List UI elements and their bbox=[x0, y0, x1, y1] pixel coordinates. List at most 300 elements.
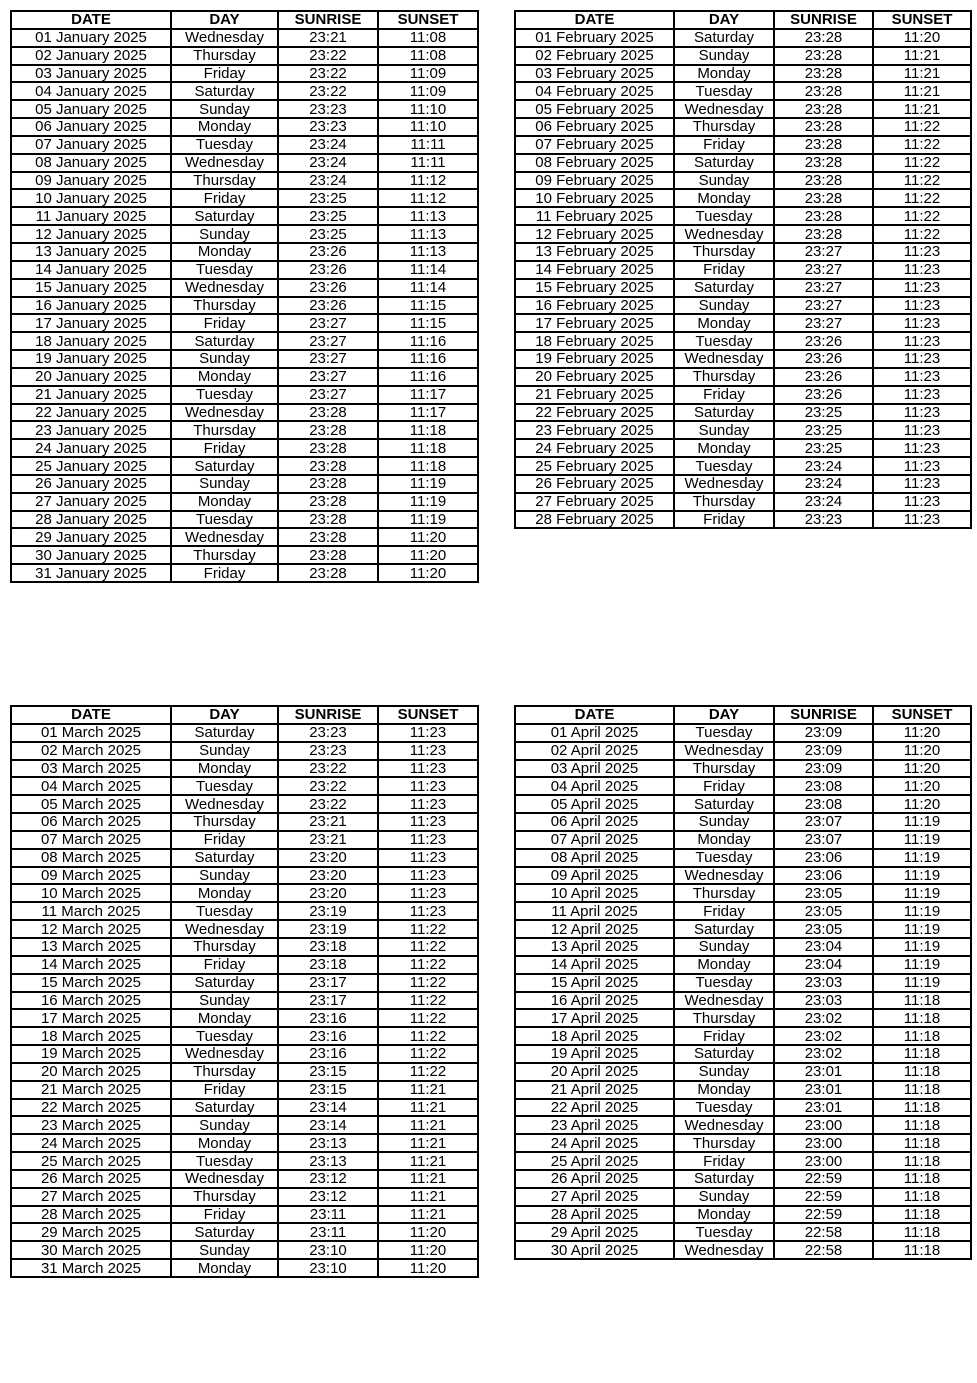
day-cell: Tuesday bbox=[674, 849, 774, 867]
table-row bbox=[515, 1188, 971, 1206]
sunrise-cell: 23:28 bbox=[278, 404, 378, 422]
day-cell: Sunday bbox=[674, 813, 774, 831]
day-cell: Saturday bbox=[674, 1170, 774, 1188]
sunrise-cell: 23:19 bbox=[278, 902, 378, 920]
sunset-cell: 11:23 bbox=[378, 884, 478, 902]
sunset-cell: 11:16 bbox=[378, 350, 478, 368]
table-row bbox=[11, 528, 478, 546]
sunset-cell: 11:21 bbox=[873, 47, 971, 65]
day-cell: Tuesday bbox=[674, 457, 774, 475]
day-cell: Wednesday bbox=[674, 867, 774, 885]
header-day: DAY bbox=[674, 706, 774, 724]
date-cell: 10 January 2025 bbox=[11, 189, 171, 207]
day-cell: Wednesday bbox=[171, 29, 278, 47]
sunset-cell: 11:18 bbox=[873, 1045, 971, 1063]
sunset-cell: 11:19 bbox=[873, 956, 971, 974]
header-sunrise: SUNRISE bbox=[774, 11, 873, 29]
sunset-cell: 11:11 bbox=[378, 154, 478, 172]
day-cell: Friday bbox=[171, 956, 278, 974]
sunrise-cell: 23:25 bbox=[278, 207, 378, 225]
day-cell: Monday bbox=[171, 1009, 278, 1027]
table-row bbox=[11, 297, 478, 315]
day-cell: Thursday bbox=[674, 884, 774, 902]
sunrise-cell: 23:04 bbox=[774, 938, 873, 956]
sunrise-cell: 23:16 bbox=[278, 1045, 378, 1063]
table-row bbox=[515, 831, 971, 849]
day-cell: Sunday bbox=[171, 100, 278, 118]
date-cell: 11 April 2025 bbox=[515, 902, 674, 920]
sunrise-cell: 23:24 bbox=[278, 136, 378, 154]
day-cell: Sunday bbox=[171, 1116, 278, 1134]
sunrise-cell: 23:28 bbox=[278, 528, 378, 546]
day-cell: Tuesday bbox=[674, 724, 774, 742]
sunset-cell: 11:22 bbox=[378, 938, 478, 956]
sunset-cell: 11:22 bbox=[378, 974, 478, 992]
date-cell: 27 January 2025 bbox=[11, 493, 171, 511]
sunset-cell: 11:18 bbox=[873, 1099, 971, 1117]
day-cell: Friday bbox=[674, 261, 774, 279]
table-row bbox=[515, 172, 971, 190]
date-cell: 29 March 2025 bbox=[11, 1223, 171, 1241]
sunrise-cell: 23:28 bbox=[774, 118, 873, 136]
table-row bbox=[11, 777, 478, 795]
sunrise-cell: 23:09 bbox=[774, 760, 873, 778]
sunrise-cell: 23:23 bbox=[278, 724, 378, 742]
sunset-cell: 11:23 bbox=[873, 404, 971, 422]
date-cell: 06 February 2025 bbox=[515, 118, 674, 136]
day-cell: Thursday bbox=[171, 938, 278, 956]
day-cell: Thursday bbox=[674, 493, 774, 511]
date-cell: 02 April 2025 bbox=[515, 742, 674, 760]
table-row bbox=[11, 1206, 478, 1224]
table-row bbox=[11, 1081, 478, 1099]
sunset-cell: 11:22 bbox=[378, 1027, 478, 1045]
table-row bbox=[515, 493, 971, 511]
date-cell: 16 March 2025 bbox=[11, 992, 171, 1010]
date-cell: 30 March 2025 bbox=[11, 1241, 171, 1259]
sunset-cell: 11:22 bbox=[378, 920, 478, 938]
header-sunrise: SUNRISE bbox=[278, 11, 378, 29]
day-cell: Monday bbox=[674, 1206, 774, 1224]
table-row bbox=[515, 65, 971, 83]
table-row bbox=[11, 332, 478, 350]
table-row bbox=[11, 207, 478, 225]
sunrise-cell: 22:59 bbox=[774, 1188, 873, 1206]
table-row bbox=[515, 884, 971, 902]
day-cell: Sunday bbox=[171, 1241, 278, 1259]
date-cell: 18 February 2025 bbox=[515, 332, 674, 350]
day-cell: Wednesday bbox=[674, 100, 774, 118]
date-cell: 01 February 2025 bbox=[515, 29, 674, 47]
day-cell: Saturday bbox=[674, 795, 774, 813]
table-row bbox=[515, 1241, 971, 1259]
table-row bbox=[515, 261, 971, 279]
date-cell: 01 March 2025 bbox=[11, 724, 171, 742]
table-row bbox=[11, 1152, 478, 1170]
sunrise-cell: 23:26 bbox=[278, 279, 378, 297]
date-cell: 21 January 2025 bbox=[11, 386, 171, 404]
sunrise-cell: 23:28 bbox=[278, 546, 378, 564]
table-row bbox=[11, 1027, 478, 1045]
day-cell: Wednesday bbox=[171, 404, 278, 422]
day-cell: Monday bbox=[171, 884, 278, 902]
header-sunrise: SUNRISE bbox=[774, 706, 873, 724]
day-cell: Tuesday bbox=[674, 332, 774, 350]
sunset-cell: 11:18 bbox=[873, 1188, 971, 1206]
sunrise-cell: 23:02 bbox=[774, 1045, 873, 1063]
date-cell: 16 April 2025 bbox=[515, 992, 674, 1010]
date-cell: 17 January 2025 bbox=[11, 314, 171, 332]
sunset-cell: 11:23 bbox=[378, 902, 478, 920]
table-row bbox=[11, 350, 478, 368]
sunset-cell: 11:23 bbox=[873, 297, 971, 315]
table-row bbox=[515, 956, 971, 974]
day-cell: Friday bbox=[171, 1081, 278, 1099]
date-cell: 17 April 2025 bbox=[515, 1009, 674, 1027]
date-cell: 10 March 2025 bbox=[11, 884, 171, 902]
sunset-cell: 11:22 bbox=[378, 1063, 478, 1081]
sunrise-cell: 23:22 bbox=[278, 82, 378, 100]
date-cell: 24 March 2025 bbox=[11, 1134, 171, 1152]
day-cell: Saturday bbox=[171, 849, 278, 867]
sunrise-cell: 23:26 bbox=[774, 368, 873, 386]
sunset-cell: 11:19 bbox=[873, 902, 971, 920]
sunset-cell: 11:23 bbox=[873, 314, 971, 332]
table-row bbox=[11, 760, 478, 778]
day-cell: Monday bbox=[674, 956, 774, 974]
sunrise-cell: 23:28 bbox=[278, 457, 378, 475]
sunset-cell: 11:16 bbox=[378, 332, 478, 350]
sunset-cell: 11:09 bbox=[378, 82, 478, 100]
sunset-cell: 11:22 bbox=[873, 154, 971, 172]
day-cell: Sunday bbox=[171, 475, 278, 493]
sunset-cell: 11:20 bbox=[378, 1223, 478, 1241]
day-cell: Friday bbox=[171, 189, 278, 207]
sunset-cell: 11:19 bbox=[378, 493, 478, 511]
sunrise-cell: 23:15 bbox=[278, 1063, 378, 1081]
day-cell: Wednesday bbox=[674, 225, 774, 243]
day-cell: Thursday bbox=[674, 368, 774, 386]
date-cell: 23 January 2025 bbox=[11, 421, 171, 439]
sunset-cell: 11:18 bbox=[873, 1027, 971, 1045]
date-cell: 13 March 2025 bbox=[11, 938, 171, 956]
table-row bbox=[11, 956, 478, 974]
date-cell: 07 April 2025 bbox=[515, 831, 674, 849]
sunset-cell: 11:23 bbox=[873, 350, 971, 368]
sunrise-cell: 23:25 bbox=[774, 439, 873, 457]
table-row bbox=[11, 261, 478, 279]
date-cell: 22 February 2025 bbox=[515, 404, 674, 422]
table-row bbox=[515, 457, 971, 475]
table-row bbox=[11, 493, 478, 511]
sunset-cell: 11:23 bbox=[873, 243, 971, 261]
day-cell: Tuesday bbox=[171, 511, 278, 529]
date-cell: 21 March 2025 bbox=[11, 1081, 171, 1099]
date-cell: 21 April 2025 bbox=[515, 1081, 674, 1099]
table-row bbox=[515, 511, 971, 529]
day-cell: Tuesday bbox=[171, 1152, 278, 1170]
date-cell: 03 March 2025 bbox=[11, 760, 171, 778]
table-row bbox=[515, 867, 971, 885]
day-cell: Tuesday bbox=[171, 136, 278, 154]
sunrise-cell: 23:23 bbox=[774, 511, 873, 529]
table-row bbox=[515, 1045, 971, 1063]
sunrise-cell: 23:13 bbox=[278, 1134, 378, 1152]
sunrise-cell: 23:17 bbox=[278, 974, 378, 992]
sunrise-cell: 23:04 bbox=[774, 956, 873, 974]
date-cell: 07 January 2025 bbox=[11, 136, 171, 154]
day-cell: Wednesday bbox=[171, 528, 278, 546]
sunrise-cell: 23:25 bbox=[774, 404, 873, 422]
date-cell: 12 January 2025 bbox=[11, 225, 171, 243]
header-sunrise: SUNRISE bbox=[278, 706, 378, 724]
table-body bbox=[515, 724, 971, 1259]
header-day: DAY bbox=[171, 11, 278, 29]
sunset-cell: 11:23 bbox=[378, 831, 478, 849]
sunrise-cell: 23:03 bbox=[774, 974, 873, 992]
sunrise-cell: 23:15 bbox=[278, 1081, 378, 1099]
sunset-cell: 11:21 bbox=[378, 1081, 478, 1099]
date-cell: 25 February 2025 bbox=[515, 457, 674, 475]
sunrise-cell: 23:22 bbox=[278, 760, 378, 778]
sunrise-cell: 23:05 bbox=[774, 884, 873, 902]
table-row bbox=[515, 1223, 971, 1241]
date-cell: 23 April 2025 bbox=[515, 1116, 674, 1134]
sunset-cell: 11:18 bbox=[873, 1116, 971, 1134]
day-cell: Friday bbox=[171, 65, 278, 83]
sunset-cell: 11:20 bbox=[873, 795, 971, 813]
table-header bbox=[515, 11, 971, 29]
sunrise-cell: 23:06 bbox=[774, 849, 873, 867]
table-row bbox=[11, 884, 478, 902]
day-cell: Saturday bbox=[674, 279, 774, 297]
sunrise-cell: 22:58 bbox=[774, 1223, 873, 1241]
sunrise-cell: 23:21 bbox=[278, 29, 378, 47]
day-cell: Tuesday bbox=[171, 902, 278, 920]
table-row bbox=[11, 511, 478, 529]
sunset-cell: 11:16 bbox=[378, 368, 478, 386]
sunrise-cell: 23:24 bbox=[278, 154, 378, 172]
table-row bbox=[11, 154, 478, 172]
day-cell: Monday bbox=[674, 1081, 774, 1099]
day-cell: Friday bbox=[674, 136, 774, 154]
sunset-cell: 11:23 bbox=[873, 493, 971, 511]
sunrise-cell: 23:05 bbox=[774, 920, 873, 938]
table-row bbox=[515, 243, 971, 261]
sunrise-cell: 23:28 bbox=[774, 65, 873, 83]
sunrise-cell: 23:27 bbox=[278, 386, 378, 404]
table-row bbox=[11, 189, 478, 207]
day-cell: Thursday bbox=[171, 1063, 278, 1081]
sunrise-cell: 23:10 bbox=[278, 1259, 378, 1277]
date-cell: 17 February 2025 bbox=[515, 314, 674, 332]
sunrise-cell: 23:28 bbox=[278, 511, 378, 529]
date-cell: 15 January 2025 bbox=[11, 279, 171, 297]
sunrise-cell: 23:11 bbox=[278, 1223, 378, 1241]
sunrise-cell: 23:19 bbox=[278, 920, 378, 938]
day-cell: Wednesday bbox=[171, 1045, 278, 1063]
date-cell: 27 February 2025 bbox=[515, 493, 674, 511]
table-row bbox=[515, 938, 971, 956]
table-row bbox=[11, 724, 478, 742]
date-cell: 08 February 2025 bbox=[515, 154, 674, 172]
date-cell: 20 February 2025 bbox=[515, 368, 674, 386]
sunset-cell: 11:13 bbox=[378, 207, 478, 225]
sunset-cell: 11:20 bbox=[378, 1259, 478, 1277]
sunrise-cell: 23:28 bbox=[278, 475, 378, 493]
table-row bbox=[515, 332, 971, 350]
date-cell: 27 April 2025 bbox=[515, 1188, 674, 1206]
date-cell: 20 March 2025 bbox=[11, 1063, 171, 1081]
sunrise-cell: 23:27 bbox=[774, 297, 873, 315]
date-cell: 04 February 2025 bbox=[515, 82, 674, 100]
day-cell: Friday bbox=[171, 1206, 278, 1224]
sunrise-cell: 23:00 bbox=[774, 1134, 873, 1152]
sunrise-cell: 23:05 bbox=[774, 902, 873, 920]
date-cell: 15 March 2025 bbox=[11, 974, 171, 992]
sunset-cell: 11:22 bbox=[873, 136, 971, 154]
table-row bbox=[11, 564, 478, 582]
day-cell: Sunday bbox=[674, 47, 774, 65]
day-cell: Monday bbox=[674, 439, 774, 457]
sunrise-cell: 23:21 bbox=[278, 831, 378, 849]
table-row bbox=[11, 1241, 478, 1259]
sunrise-cell: 22:59 bbox=[774, 1170, 873, 1188]
table-row bbox=[11, 902, 478, 920]
table-header bbox=[11, 11, 478, 29]
sunset-cell: 11:22 bbox=[873, 225, 971, 243]
day-cell: Monday bbox=[171, 1259, 278, 1277]
header-date: DATE bbox=[11, 11, 171, 29]
day-cell: Sunday bbox=[674, 297, 774, 315]
sunset-cell: 11:18 bbox=[873, 1241, 971, 1259]
sunrise-cell: 23:25 bbox=[774, 421, 873, 439]
day-cell: Friday bbox=[171, 439, 278, 457]
table-row bbox=[515, 902, 971, 920]
date-cell: 04 January 2025 bbox=[11, 82, 171, 100]
date-cell: 26 April 2025 bbox=[515, 1170, 674, 1188]
date-cell: 03 April 2025 bbox=[515, 760, 674, 778]
day-cell: Thursday bbox=[171, 421, 278, 439]
date-cell: 15 February 2025 bbox=[515, 279, 674, 297]
sunrise-cell: 23:06 bbox=[774, 867, 873, 885]
sunrise-cell: 23:11 bbox=[278, 1206, 378, 1224]
sunrise-cell: 23:26 bbox=[774, 332, 873, 350]
header-sunset: SUNSET bbox=[873, 11, 971, 29]
date-cell: 08 January 2025 bbox=[11, 154, 171, 172]
date-cell: 03 February 2025 bbox=[515, 65, 674, 83]
date-cell: 14 February 2025 bbox=[515, 261, 674, 279]
day-cell: Sunday bbox=[171, 992, 278, 1010]
table-row bbox=[11, 742, 478, 760]
date-cell: 08 March 2025 bbox=[11, 849, 171, 867]
sunset-cell: 11:23 bbox=[873, 261, 971, 279]
sunset-cell: 11:23 bbox=[378, 777, 478, 795]
sunrise-cell: 23:17 bbox=[278, 992, 378, 1010]
date-cell: 05 February 2025 bbox=[515, 100, 674, 118]
sunrise-cell: 23:20 bbox=[278, 884, 378, 902]
sunset-cell: 11:18 bbox=[873, 1206, 971, 1224]
sunrise-cell: 23:28 bbox=[774, 189, 873, 207]
sunset-cell: 11:18 bbox=[873, 1152, 971, 1170]
table-row bbox=[11, 65, 478, 83]
date-cell: 12 March 2025 bbox=[11, 920, 171, 938]
date-cell: 13 January 2025 bbox=[11, 243, 171, 261]
date-cell: 19 April 2025 bbox=[515, 1045, 674, 1063]
sunrise-cell: 23:22 bbox=[278, 47, 378, 65]
sunrise-cell: 23:27 bbox=[774, 279, 873, 297]
sunset-cell: 11:18 bbox=[378, 457, 478, 475]
header-date: DATE bbox=[11, 706, 171, 724]
table-row bbox=[11, 421, 478, 439]
sunset-cell: 11:23 bbox=[378, 849, 478, 867]
date-cell: 05 April 2025 bbox=[515, 795, 674, 813]
sunset-cell: 11:23 bbox=[873, 332, 971, 350]
sunset-cell: 11:22 bbox=[378, 992, 478, 1010]
sunrise-cell: 23:23 bbox=[278, 118, 378, 136]
sunrise-cell: 23:25 bbox=[278, 225, 378, 243]
table-row bbox=[515, 225, 971, 243]
header-day: DAY bbox=[674, 11, 774, 29]
table-row bbox=[515, 314, 971, 332]
sunrise-cell: 23:28 bbox=[774, 100, 873, 118]
day-cell: Thursday bbox=[171, 813, 278, 831]
date-cell: 09 April 2025 bbox=[515, 867, 674, 885]
sunrise-cell: 23:28 bbox=[774, 225, 873, 243]
sunrise-cell: 23:09 bbox=[774, 742, 873, 760]
day-cell: Tuesday bbox=[674, 974, 774, 992]
date-cell: 20 January 2025 bbox=[11, 368, 171, 386]
day-cell: Thursday bbox=[674, 243, 774, 261]
sunrise-cell: 23:24 bbox=[774, 493, 873, 511]
sunrise-cell: 23:00 bbox=[774, 1152, 873, 1170]
day-cell: Sunday bbox=[171, 350, 278, 368]
day-cell: Tuesday bbox=[171, 777, 278, 795]
table-row bbox=[515, 386, 971, 404]
sunset-cell: 11:23 bbox=[873, 368, 971, 386]
date-cell: 02 January 2025 bbox=[11, 47, 171, 65]
day-cell: Tuesday bbox=[674, 1099, 774, 1117]
sunset-cell: 11:23 bbox=[873, 475, 971, 493]
sunrise-cell: 23:02 bbox=[774, 1009, 873, 1027]
sunset-cell: 11:23 bbox=[378, 795, 478, 813]
sunrise-cell: 23:02 bbox=[774, 1027, 873, 1045]
sunrise-cell: 23:16 bbox=[278, 1009, 378, 1027]
sunrise-cell: 23:14 bbox=[278, 1099, 378, 1117]
date-cell: 25 March 2025 bbox=[11, 1152, 171, 1170]
sunrise-cell: 23:28 bbox=[774, 172, 873, 190]
date-cell: 24 January 2025 bbox=[11, 439, 171, 457]
table-row bbox=[11, 1116, 478, 1134]
sunrise-cell: 23:21 bbox=[278, 813, 378, 831]
date-cell: 23 March 2025 bbox=[11, 1116, 171, 1134]
day-cell: Friday bbox=[171, 564, 278, 582]
date-cell: 08 April 2025 bbox=[515, 849, 674, 867]
table-row bbox=[11, 974, 478, 992]
date-cell: 13 April 2025 bbox=[515, 938, 674, 956]
sunset-cell: 11:19 bbox=[873, 867, 971, 885]
table-row bbox=[11, 368, 478, 386]
table-row bbox=[515, 1099, 971, 1117]
sunset-cell: 11:23 bbox=[378, 867, 478, 885]
date-cell: 02 February 2025 bbox=[515, 47, 674, 65]
date-cell: 17 March 2025 bbox=[11, 1009, 171, 1027]
sunset-cell: 11:20 bbox=[378, 1241, 478, 1259]
sunset-cell: 11:21 bbox=[873, 65, 971, 83]
table-row bbox=[515, 189, 971, 207]
date-cell: 12 February 2025 bbox=[515, 225, 674, 243]
sunrise-cell: 23:27 bbox=[774, 314, 873, 332]
